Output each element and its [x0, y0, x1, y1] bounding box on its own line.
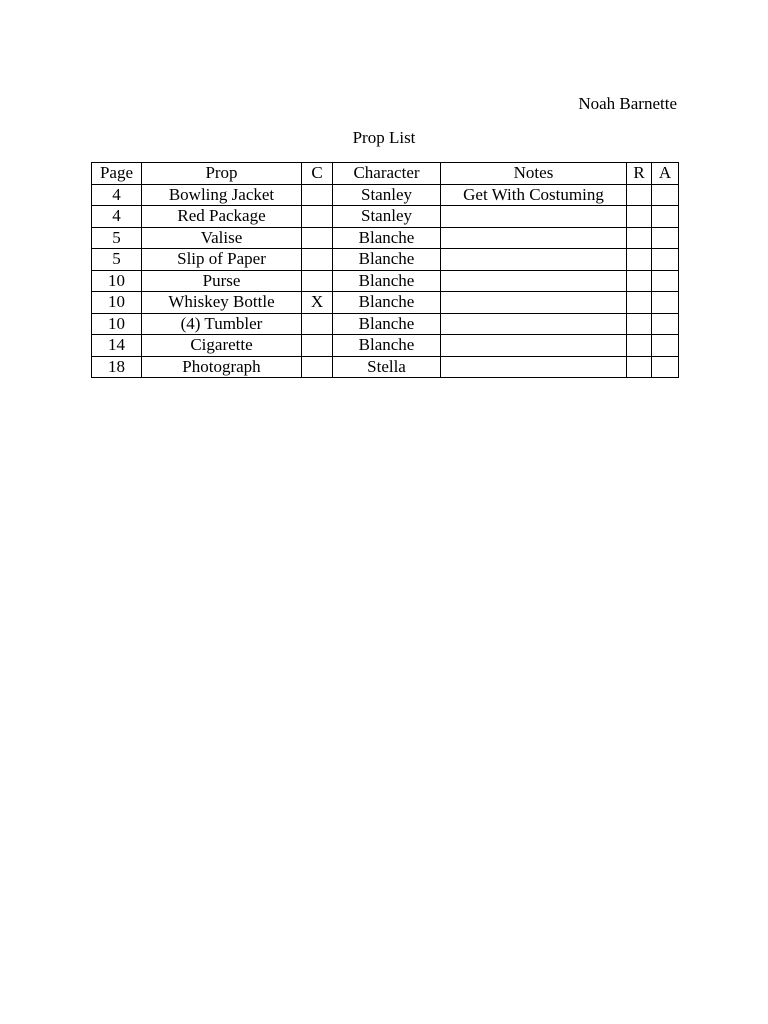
table-row — [92, 249, 679, 271]
cell-a — [652, 270, 679, 292]
column-header-character: Character — [333, 163, 441, 185]
cell-r — [627, 292, 652, 314]
cell-a — [652, 335, 679, 357]
table-row — [92, 313, 679, 335]
cell-page: 10 — [92, 270, 142, 292]
cell-page: 5 — [92, 227, 142, 249]
cell-notes — [441, 292, 627, 314]
cell-c — [302, 313, 333, 335]
cell-prop: Purse — [142, 270, 302, 292]
cell-page: 5 — [92, 249, 142, 271]
cell-r — [627, 227, 652, 249]
column-header-a: A — [652, 163, 679, 185]
cell-r — [627, 249, 652, 271]
cell-c — [302, 270, 333, 292]
cell-r — [627, 313, 652, 335]
cell-r — [627, 184, 652, 206]
cell-a — [652, 356, 679, 378]
cell-r — [627, 206, 652, 228]
cell-notes — [441, 206, 627, 228]
cell-character: Stanley — [333, 206, 441, 228]
cell-notes: Get With Costuming — [441, 184, 627, 206]
cell-prop: (4) Tumbler — [142, 313, 302, 335]
cell-a — [652, 206, 679, 228]
cell-a — [652, 227, 679, 249]
cell-c — [302, 206, 333, 228]
cell-page: 14 — [92, 335, 142, 357]
cell-a — [652, 313, 679, 335]
column-header-page: Page — [92, 163, 142, 185]
cell-c — [302, 249, 333, 271]
cell-a — [652, 292, 679, 314]
cell-c — [302, 335, 333, 357]
cell-character: Blanche — [333, 227, 441, 249]
cell-notes — [441, 356, 627, 378]
table-row — [92, 356, 679, 378]
author-name: Noah Barnette — [578, 94, 677, 113]
cell-page: 10 — [92, 313, 142, 335]
cell-character: Blanche — [333, 335, 441, 357]
table-row — [92, 206, 679, 228]
cell-c — [302, 184, 333, 206]
table-row — [92, 184, 679, 206]
cell-notes — [441, 335, 627, 357]
cell-prop: Red Package — [142, 206, 302, 228]
cell-c — [302, 356, 333, 378]
cell-notes — [441, 249, 627, 271]
document-title: Prop List — [352, 128, 416, 147]
cell-character: Blanche — [333, 249, 441, 271]
cell-r — [627, 335, 652, 357]
table-row — [92, 227, 679, 249]
cell-page: 10 — [92, 292, 142, 314]
column-header-c: C — [302, 163, 333, 185]
cell-notes — [441, 313, 627, 335]
column-header-r: R — [627, 163, 652, 185]
table-row — [92, 270, 679, 292]
cell-character: Blanche — [333, 292, 441, 314]
cell-prop: Slip of Paper — [142, 249, 302, 271]
cell-notes — [441, 227, 627, 249]
column-header-notes: Notes — [441, 163, 627, 185]
cell-character: Blanche — [333, 270, 441, 292]
cell-prop: Whiskey Bottle — [142, 292, 302, 314]
cell-character: Stanley — [333, 184, 441, 206]
cell-c: X — [302, 292, 333, 314]
cell-notes — [441, 270, 627, 292]
cell-r — [627, 356, 652, 378]
cell-page: 4 — [92, 206, 142, 228]
table-header-row — [92, 163, 679, 185]
cell-prop: Photograph — [142, 356, 302, 378]
cell-prop: Cigarette — [142, 335, 302, 357]
cell-a — [652, 184, 679, 206]
cell-character: Stella — [333, 356, 441, 378]
table-row — [92, 292, 679, 314]
cell-c — [302, 227, 333, 249]
cell-page: 18 — [92, 356, 142, 378]
table-row — [92, 335, 679, 357]
cell-character: Blanche — [333, 313, 441, 335]
cell-prop: Bowling Jacket — [142, 184, 302, 206]
cell-a — [652, 249, 679, 271]
cell-r — [627, 270, 652, 292]
prop-list-table — [91, 162, 679, 378]
cell-page: 4 — [92, 184, 142, 206]
column-header-prop: Prop — [142, 163, 302, 185]
cell-prop: Valise — [142, 227, 302, 249]
